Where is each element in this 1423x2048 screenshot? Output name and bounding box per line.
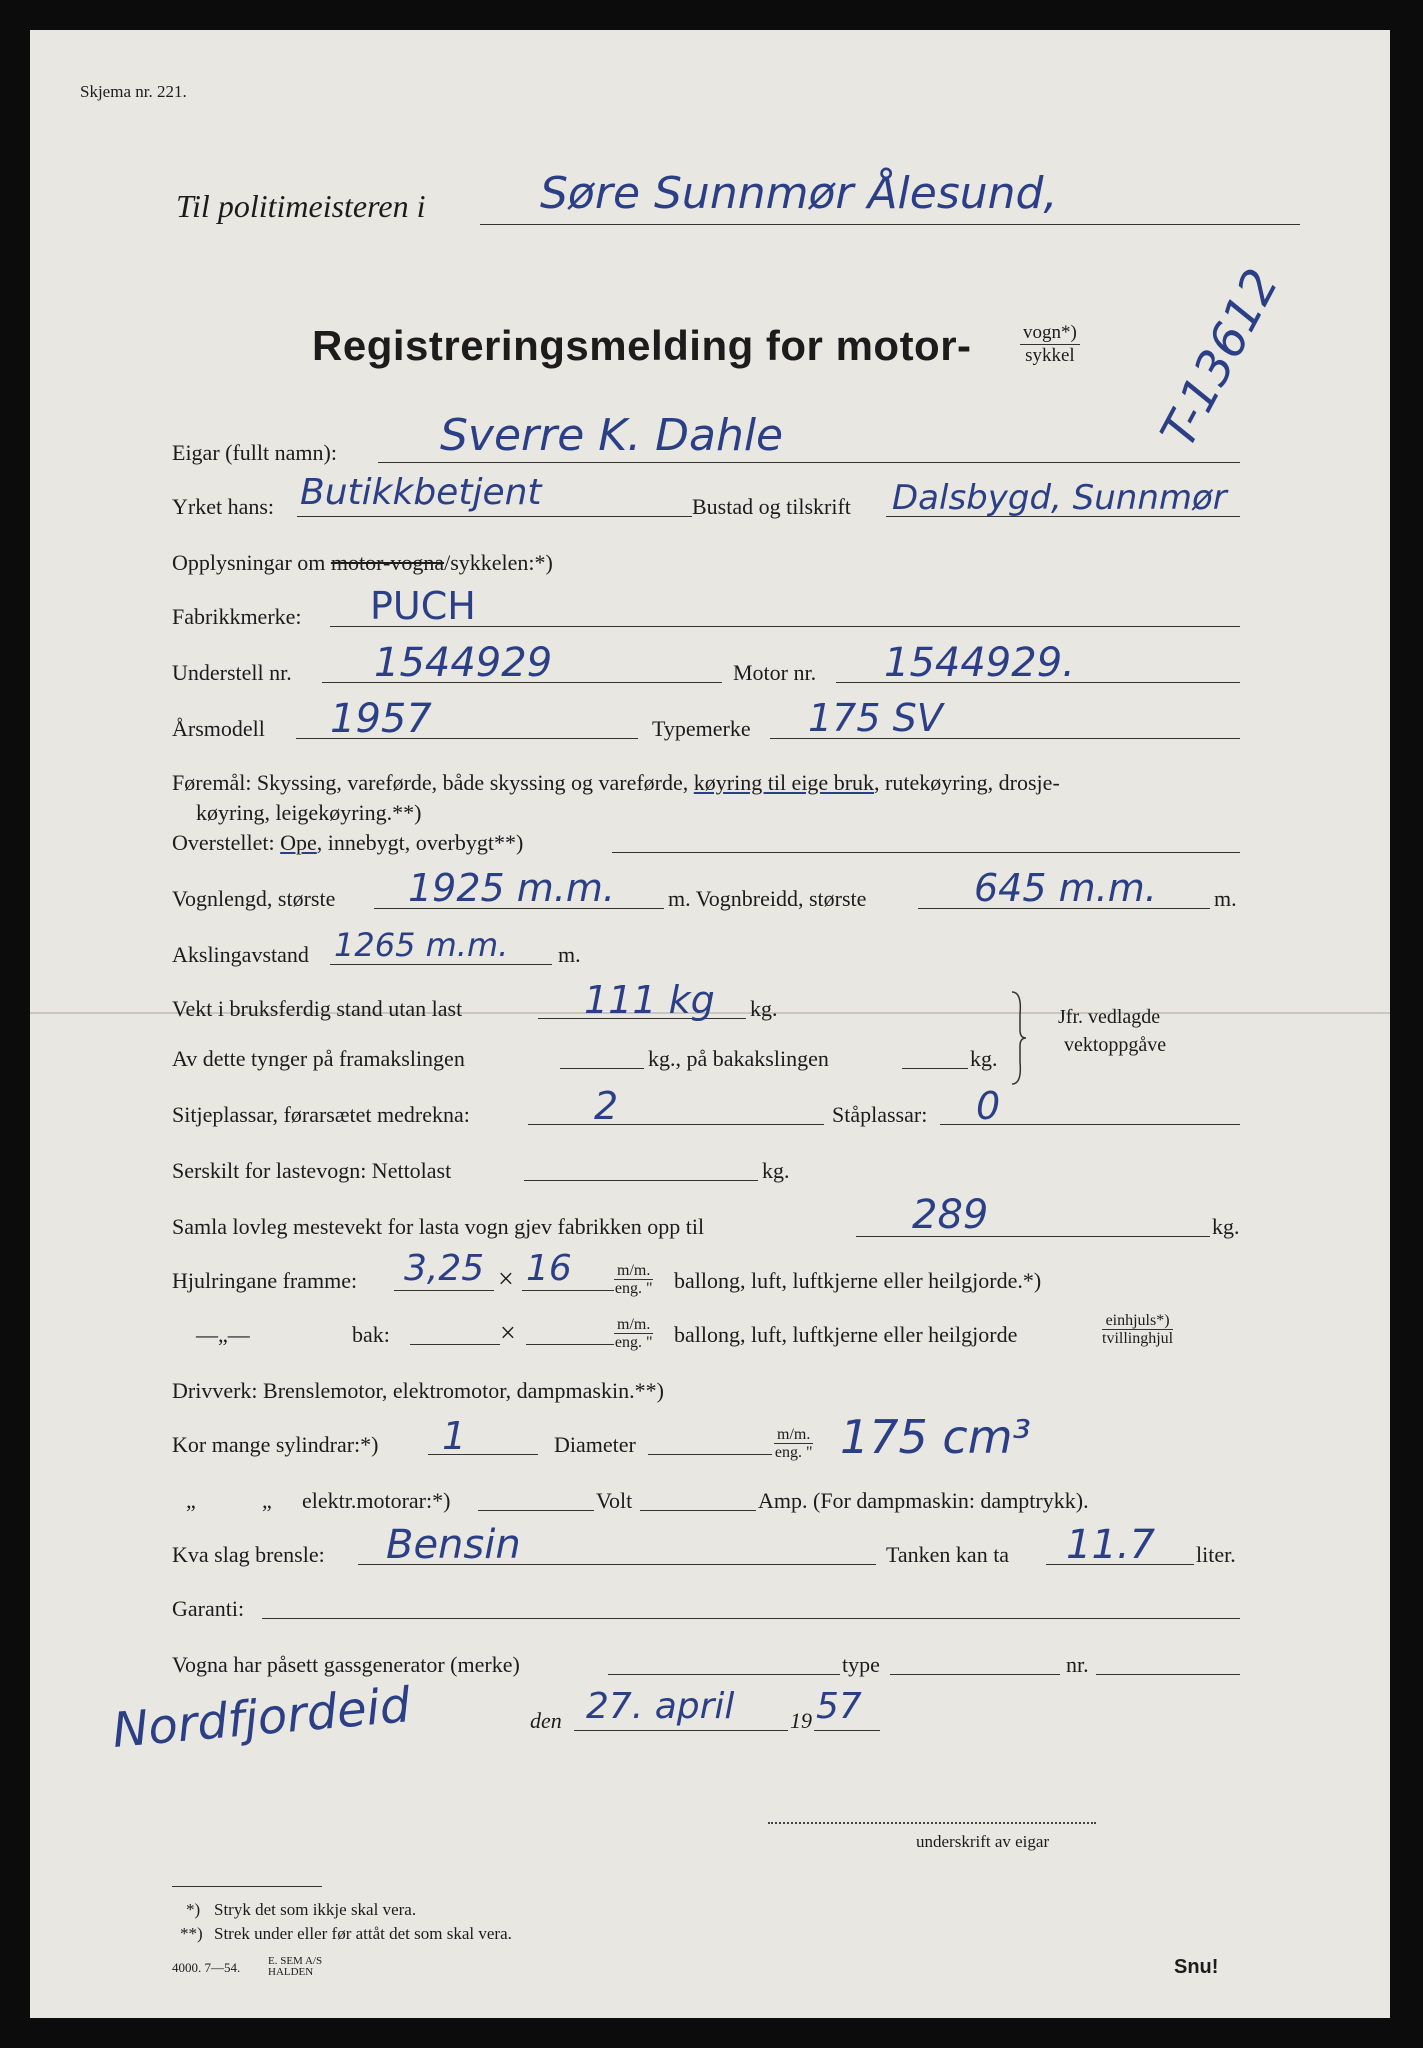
vehicle-info-b: /sykkelen:*) <box>444 550 553 575</box>
fuel-value: Bensin <box>386 1522 521 1568</box>
vehicle-info-strike: motor-vogna <box>330 550 445 575</box>
footnote-rule <box>172 1886 322 1887</box>
year-prefix: 19 <box>790 1708 812 1733</box>
tires-front-text: ballong, luft, luftkjerne eller heilgjorde.*) <box>674 1268 1042 1293</box>
diameter-mm: m/m. <box>774 1426 813 1444</box>
volt-label: Volt <box>596 1488 633 1513</box>
front-axle-label: Av dette tynger på framakslingen <box>172 1046 465 1071</box>
cylinders-label: Kor mange sylindrar:*) <box>172 1432 379 1457</box>
payload-unit: kg. <box>762 1158 790 1183</box>
signature-line <box>768 1822 1096 1824</box>
standing-value: 0 <box>976 1084 1001 1128</box>
axle-unit: m. <box>558 942 581 967</box>
footnote-1-mark: *) <box>186 1900 201 1919</box>
cylinders-value: 1 <box>442 1414 467 1458</box>
footnote-2: Strek under eller før attåt det som skal vera. <box>214 1924 512 1943</box>
amp-label: Amp. (For dampmaskin: damptrykk). <box>758 1488 1089 1513</box>
title-vogn: vogn*) <box>1020 322 1080 345</box>
footnote-2-mark: **) <box>180 1924 203 1943</box>
gas-nr-label: nr. <box>1066 1652 1089 1677</box>
front-axle-unit: kg., på bakakslingen <box>648 1046 829 1071</box>
standing-label: Ståplassar: <box>832 1102 928 1127</box>
date-value: 27. april <box>586 1686 735 1727</box>
tires-rear-prefix: —„— <box>196 1322 250 1347</box>
gas-label: Vogna har påsett gassgenerator (merke) <box>172 1652 520 1677</box>
weight-label: Vekt i bruksferdig stand utan last <box>172 996 463 1021</box>
max-weight-label: Samla lovleg mestevekt for lasta vogn gjev fabrikken opp til <box>172 1214 705 1239</box>
tires-front-eng: eng. " <box>614 1280 653 1297</box>
gas-type-label: type <box>842 1652 880 1677</box>
gas-type-line <box>890 1674 1060 1675</box>
diameter-unit <box>774 1426 813 1461</box>
purpose-line-1 <box>172 770 1060 796</box>
seats-label: Sitjeplassar, førarsætet medrekna: <box>172 1102 470 1127</box>
vehicle-info-label <box>172 550 553 576</box>
to-label: Til politimeisteren i <box>176 188 426 224</box>
max-weight-line <box>856 1236 1210 1237</box>
type-value: 175 SV <box>808 696 943 740</box>
tires-front-label: Hjulringane framme: <box>172 1268 358 1293</box>
footnote-1: Stryk det som ikkje skal vera. <box>214 1900 417 1919</box>
tires-rear-b-line <box>526 1344 614 1345</box>
signature-label: underskrift av eigar <box>916 1832 1050 1851</box>
type-label: Typemerke <box>652 716 751 741</box>
purpose-c: , rutekøyring, drosje- <box>874 770 1060 795</box>
axle-line <box>330 964 552 965</box>
print-code: 4000. 7—54. <box>172 1960 241 1975</box>
axle-label: Akslingavstand <box>172 942 309 967</box>
form-title: Registreringsmelding for motor- <box>312 322 972 369</box>
guarantee-label: Garanti: <box>172 1596 245 1621</box>
engine-label: Motor nr. <box>733 660 817 685</box>
body-label <box>172 830 523 856</box>
weight-value: 111 kg <box>584 978 715 1022</box>
guarantee-line <box>262 1618 1240 1619</box>
tires-rear-unit <box>614 1316 653 1351</box>
diameter-label: Diameter <box>554 1432 636 1457</box>
tank-unit: liter. <box>1196 1542 1236 1567</box>
to-value: Søre Sunnmør Ålesund, <box>540 168 1058 219</box>
make-value: PUCH <box>370 584 476 628</box>
tires-front-b: 16 <box>526 1248 572 1289</box>
purpose-line-2: køyring, leigekøyring.**) <box>196 800 422 825</box>
address-label: Bustad og tilskrift <box>692 494 851 519</box>
width-value: 645 m.m. <box>974 866 1157 910</box>
displacement-value: 175 cm³ <box>840 1410 1031 1464</box>
payload-label: Serskilt for lastevogn: Nettolast <box>172 1158 452 1183</box>
quote-mark-2: „ <box>262 1488 272 1513</box>
weight-note-2: vektoppgåve <box>1064 1034 1167 1056</box>
quote-mark-1: „ <box>186 1488 196 1513</box>
to-line <box>480 224 1300 225</box>
rear-axle-line <box>902 1068 968 1069</box>
address-value: Dalsbygd, Sunnmør <box>892 478 1227 518</box>
tires-front-unit <box>614 1262 653 1297</box>
occupation-line <box>297 516 692 517</box>
length-value: 1925 m.m. <box>408 866 615 910</box>
width-unit: m. <box>1214 886 1237 911</box>
date-line <box>574 1730 788 1731</box>
year-value: 1957 <box>330 696 432 742</box>
tires-rear-mm: m/m. <box>614 1316 653 1334</box>
den-label: den <box>530 1708 562 1733</box>
axle-value: 1265 m.m. <box>334 926 509 964</box>
tires-rear-eng: eng. " <box>614 1334 653 1351</box>
title-fraction <box>1020 322 1080 367</box>
body-c: , innebygt, overbygt**) <box>316 830 524 855</box>
tires-rear-x: × <box>500 1318 516 1349</box>
year-label: Årsmodell <box>172 716 265 741</box>
tires-front-b-line <box>522 1290 614 1291</box>
purpose-selected: køyring til eige bruk <box>693 770 875 795</box>
electric-label: elektr.motorar:*) <box>302 1488 451 1513</box>
length-label: Vognlengd, største <box>172 886 336 911</box>
tires-front-a-line <box>394 1290 494 1291</box>
electric-line <box>478 1510 594 1511</box>
registration-number: T-13612 <box>1150 260 1290 457</box>
max-weight-value: 289 <box>912 1192 989 1238</box>
wheel-type-fraction <box>1102 1312 1173 1347</box>
turn-over: Snu! <box>1174 1956 1219 1978</box>
tires-rear-a-line <box>410 1344 500 1345</box>
diameter-eng: eng. " <box>774 1444 813 1461</box>
title-sykkel: sykkel <box>1025 345 1075 366</box>
occupation-value: Butikkbetjent <box>300 472 542 513</box>
gas-line <box>608 1674 840 1675</box>
printer-mark: E. SEM A/S HALDEN <box>268 1955 323 1978</box>
owner-name-value: Sverre K. Dahle <box>440 410 784 461</box>
front-axle-line <box>560 1068 644 1069</box>
owner-name-line <box>378 462 1240 463</box>
schema-number: Skjema nr. 221. <box>80 82 187 101</box>
payload-line <box>524 1180 758 1181</box>
seats-value: 2 <box>594 1084 619 1128</box>
drive-label: Drivverk: Brenslemotor, elektromotor, dampmaskin.**) <box>172 1378 664 1403</box>
purpose-a: Føremål: Skyssing, vareførde, både skyssing og vareførde, <box>172 770 694 795</box>
tank-label: Tanken kan ta <box>886 1542 1010 1567</box>
tires-front-mm: m/m. <box>614 1262 653 1280</box>
engine-value: 1544929. <box>884 640 1075 686</box>
weight-note-1: Jfr. vedlagde <box>1058 1006 1161 1028</box>
einhjuls: einhjuls*) <box>1102 1312 1173 1330</box>
width-label: m. Vognbreidd, største <box>668 886 867 911</box>
gas-nr-line <box>1096 1674 1240 1675</box>
seats-line <box>528 1124 824 1125</box>
body-line <box>612 852 1240 853</box>
max-weight-unit: kg. <box>1212 1214 1240 1239</box>
volt-line <box>640 1510 756 1511</box>
weight-brace <box>1008 990 1028 1086</box>
rear-axle-unit: kg. <box>970 1046 998 1071</box>
fuel-label: Kva slag brensle: <box>172 1542 325 1567</box>
tank-value: 11.7 <box>1066 1522 1156 1568</box>
tires-front-x: × <box>498 1264 514 1295</box>
place-value: Nordfjordeid <box>110 1677 413 1759</box>
diameter-line <box>648 1454 772 1455</box>
year-line-sig <box>814 1730 880 1731</box>
body-a: Overstellet: <box>172 830 281 855</box>
weight-unit: kg. <box>750 996 778 1021</box>
chassis-label: Understell nr. <box>172 660 292 685</box>
chassis-value: 1544929 <box>374 640 553 686</box>
tires-rear-text: ballong, luft, luftkjerne eller heilgjorde <box>674 1322 1018 1347</box>
occupation-label: Yrket hans: <box>172 494 275 519</box>
year-suffix: 57 <box>816 1686 862 1727</box>
owner-name-label: Eigar (fullt namn): <box>172 440 337 465</box>
make-label: Fabrikkmerke: <box>172 604 302 629</box>
vehicle-info-a: Opplysningar om <box>172 550 331 575</box>
tvillinghjul: tvillinghjul <box>1102 1330 1174 1347</box>
body-selected: Ope <box>280 830 317 855</box>
tires-front-a: 3,25 <box>404 1248 485 1289</box>
tires-rear-label: bak: <box>352 1322 390 1347</box>
